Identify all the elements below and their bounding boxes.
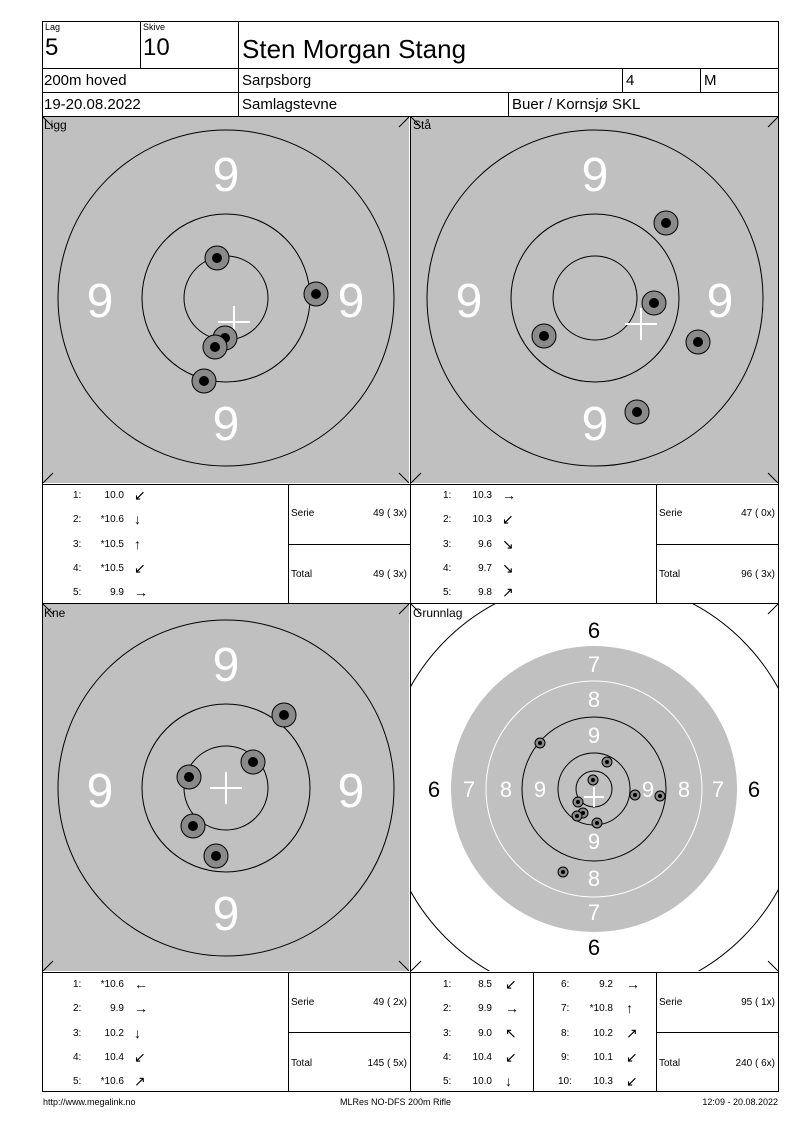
shot-direction-icon: ↙	[134, 560, 146, 576]
header-divider	[140, 21, 141, 68]
shot-score: 10.3	[472, 490, 492, 501]
total-value: 49 ( 3x)	[373, 569, 407, 580]
shot-number: 5:	[443, 1076, 452, 1087]
ring-label-bottom: 9	[212, 888, 240, 941]
shot-score: 9.7	[478, 563, 492, 574]
panel-title-ligg: Ligg	[44, 118, 67, 132]
ring-label-left-6: 6	[427, 777, 441, 802]
panel-title-grunnlag: Grunnlag	[413, 606, 463, 620]
club-name: Sarpsborg	[242, 72, 312, 89]
shot-number: 5:	[73, 587, 82, 598]
footer-timestamp: 12:09 - 20.08.2022	[702, 1097, 778, 1107]
ring-label-top: 9	[212, 639, 240, 692]
ring-label-left-9: 9	[533, 777, 547, 802]
header-divider	[508, 92, 509, 116]
shot-score: 10.0	[472, 1076, 492, 1087]
footer-url[interactable]: http://www.megalink.no	[43, 1097, 136, 1107]
ring-label-right-6: 6	[747, 777, 761, 802]
ring-label-left-7: 7	[462, 777, 476, 802]
shot-number: 4:	[73, 1052, 82, 1063]
shot-direction-icon: ↑	[134, 536, 141, 552]
ring-label-right: 9	[337, 765, 365, 818]
shot-direction-icon: ↓	[134, 1025, 141, 1041]
panel-divider	[42, 484, 779, 485]
shot-direction-icon: ←	[134, 976, 148, 992]
panel-title-sta: Stå	[413, 118, 432, 132]
shot-score: 9.8	[478, 587, 492, 598]
total-value: 96 ( 3x)	[741, 569, 775, 580]
shot-direction-icon: ↙	[626, 1049, 638, 1065]
lag-value: 5	[45, 34, 59, 61]
shot-score: 10.0	[104, 490, 124, 501]
total-label: Total	[291, 1058, 313, 1069]
shot-number: 2:	[73, 1003, 82, 1014]
date-value: 19-20.08.2022	[44, 96, 141, 113]
shot-number: 10:	[558, 1076, 572, 1087]
ring-label-right: 9	[337, 275, 365, 328]
ring-label-right: 9	[706, 275, 734, 328]
shot-direction-icon: ↙	[505, 1049, 517, 1065]
panel-title-kne: Kne	[44, 606, 66, 620]
shot-number: 2:	[443, 1003, 452, 1014]
shot-number: 3:	[443, 539, 452, 550]
serie-label: Serie	[291, 508, 315, 519]
shot-score: *10.6	[100, 514, 124, 525]
shot-marker	[205, 246, 229, 270]
total-value: 145 ( 5x)	[367, 1058, 407, 1069]
shot-number: 8:	[561, 1028, 570, 1039]
score-divider	[288, 544, 410, 545]
ring-label-bottom-6: 6	[587, 935, 601, 960]
skive-value: 10	[143, 34, 170, 61]
shot-direction-icon: ↘	[502, 536, 514, 552]
shot-marker	[654, 211, 678, 235]
serie-label: Serie	[659, 508, 683, 519]
ring-label-bottom-7: 7	[587, 900, 601, 925]
shot-score: 9.2	[599, 979, 613, 990]
ring-label-bottom: 9	[581, 398, 609, 451]
header-divider	[622, 68, 623, 92]
shot-direction-icon: ↗	[134, 1073, 146, 1089]
shot-direction-icon: ↗	[502, 584, 514, 600]
target-grunnlag	[411, 604, 778, 971]
shot-number: 1:	[73, 979, 82, 990]
shot-score: *10.5	[100, 563, 124, 574]
shot-score: *10.6	[100, 1076, 124, 1087]
total-value: 240 ( 6x)	[735, 1058, 775, 1069]
shot-direction-icon: ↙	[134, 1049, 146, 1065]
shot-score: 10.3	[593, 1076, 613, 1087]
skive-label: Skive	[143, 22, 166, 32]
serie-label: Serie	[291, 997, 315, 1008]
ring-label-bottom: 9	[212, 398, 240, 451]
shot-direction-icon: ↙	[505, 976, 517, 992]
shot-number: 2:	[443, 514, 452, 525]
shot-score: 9.9	[110, 1003, 124, 1014]
shot-direction-icon: →	[626, 976, 640, 992]
shot-marker	[304, 282, 328, 306]
shot-number: 6:	[561, 979, 570, 990]
ring-label-left-8: 8	[499, 777, 513, 802]
serie-value: 47 ( 0x)	[741, 508, 775, 519]
shot-score: 9.9	[110, 587, 124, 598]
shot-score: 10.1	[593, 1052, 613, 1063]
shot-marker	[192, 369, 216, 393]
shot-marker	[558, 867, 568, 877]
shot-marker	[241, 750, 265, 774]
ring-label-top-9: 9	[587, 723, 601, 748]
shot-score: 10.3	[472, 514, 492, 525]
shot-marker	[181, 814, 205, 838]
shot-marker	[177, 765, 201, 789]
shot-marker	[573, 797, 583, 807]
ring-label-bottom-9: 9	[587, 829, 601, 854]
shot-score: *10.8	[589, 1003, 613, 1014]
shot-score: 10.2	[593, 1028, 613, 1039]
shot-direction-icon: ↙	[134, 487, 146, 503]
serie-value: 49 ( 3x)	[373, 508, 407, 519]
score-divider	[533, 972, 534, 1092]
shot-marker	[630, 790, 640, 800]
serie-value: 49 ( 2x)	[373, 997, 407, 1008]
ring-label-left: 9	[86, 765, 114, 818]
score-divider	[656, 1032, 779, 1033]
gender-value: M	[704, 72, 717, 89]
shot-number: 1:	[443, 490, 452, 501]
shot-direction-icon: ↘	[502, 560, 514, 576]
ring-label-top-8: 8	[587, 687, 601, 712]
header-divider	[42, 68, 779, 69]
shot-marker	[532, 324, 556, 348]
shot-score: 9.6	[478, 539, 492, 550]
target-kne	[43, 604, 409, 971]
ring-label-left: 9	[455, 275, 483, 328]
panel-divider	[42, 972, 779, 973]
event-name: 200m hoved	[44, 72, 127, 89]
shot-score: 10.4	[472, 1052, 492, 1063]
shot-number: 5:	[73, 1076, 82, 1087]
ring-label-right-7: 7	[711, 777, 725, 802]
total-label: Total	[659, 1058, 681, 1069]
shot-marker	[592, 818, 602, 828]
ring-label-top: 9	[581, 149, 609, 202]
shot-direction-icon: ↙	[502, 511, 514, 527]
shot-direction-icon: →	[134, 584, 148, 600]
shot-marker	[602, 757, 612, 767]
shot-score: 8.5	[478, 979, 492, 990]
score-divider	[288, 1032, 410, 1033]
shot-marker	[203, 335, 227, 359]
shot-direction-icon: ↗	[626, 1025, 638, 1041]
shot-direction-icon: ↑	[626, 1000, 633, 1016]
shot-score: 9.9	[478, 1003, 492, 1014]
total-label: Total	[659, 569, 681, 580]
shot-score: 10.4	[104, 1052, 124, 1063]
header-divider	[42, 92, 779, 93]
shot-marker	[204, 844, 228, 868]
ring-label-bottom-8: 8	[587, 866, 601, 891]
shooter-name: Sten Morgan Stang	[242, 34, 467, 64]
shot-direction-icon: ↖	[505, 1025, 517, 1041]
shot-marker	[625, 400, 649, 424]
shot-score: 9.0	[478, 1028, 492, 1039]
serie-label: Serie	[659, 997, 683, 1008]
shot-number: 3:	[73, 1028, 82, 1039]
target-ligg	[43, 117, 409, 483]
shot-direction-icon: ↙	[626, 1073, 638, 1089]
total-label: Total	[291, 569, 313, 580]
shot-number: 9:	[561, 1052, 570, 1063]
ring-label-right-8: 8	[677, 777, 691, 802]
shot-score: *10.6	[100, 979, 124, 990]
competition-name: Samlagstevne	[242, 96, 338, 113]
shot-number: 4:	[73, 563, 82, 574]
shot-direction-icon: →	[134, 1000, 148, 1016]
shot-marker	[588, 775, 598, 785]
serie-value: 95 ( 1x)	[741, 997, 775, 1008]
shot-score: *10.5	[100, 539, 124, 550]
header-divider	[700, 68, 701, 92]
ring-label-left: 9	[86, 275, 114, 328]
shot-number: 4:	[443, 1052, 452, 1063]
shot-number: 1:	[73, 490, 82, 501]
shot-direction-icon: →	[505, 1000, 519, 1016]
shot-number: 2:	[73, 514, 82, 525]
lag-label: Lag	[45, 22, 61, 32]
ring-label-top: 9	[212, 149, 240, 202]
shot-score: 10.2	[104, 1028, 124, 1039]
ring-label-right-9: 9	[641, 777, 655, 802]
shot-number: 7:	[561, 1003, 570, 1014]
shot-number: 1:	[443, 979, 452, 990]
shot-number: 5:	[443, 587, 452, 598]
ring-label-top-7: 7	[587, 652, 601, 677]
shot-marker	[272, 703, 296, 727]
shot-direction-icon: →	[502, 487, 516, 503]
shot-marker	[535, 738, 545, 748]
shot-number: 3:	[443, 1028, 452, 1039]
shot-number: 4:	[443, 563, 452, 574]
shot-marker	[572, 811, 582, 821]
header-divider	[238, 21, 239, 116]
target-sta	[411, 117, 778, 483]
footer-program: MLRes NO-DFS 200m Rifle	[340, 1097, 452, 1107]
range-name: Buer / Kornsjø SKL	[512, 96, 641, 113]
shot-number: 3:	[73, 539, 82, 550]
shot-marker	[655, 791, 665, 801]
shot-direction-icon: ↓	[134, 511, 141, 527]
score-divider	[656, 544, 779, 545]
shot-marker	[642, 291, 666, 315]
ring-label-top-6: 6	[587, 618, 601, 643]
class-value: 4	[626, 72, 635, 89]
shot-marker	[686, 330, 710, 354]
shot-direction-icon: ↓	[505, 1073, 512, 1089]
